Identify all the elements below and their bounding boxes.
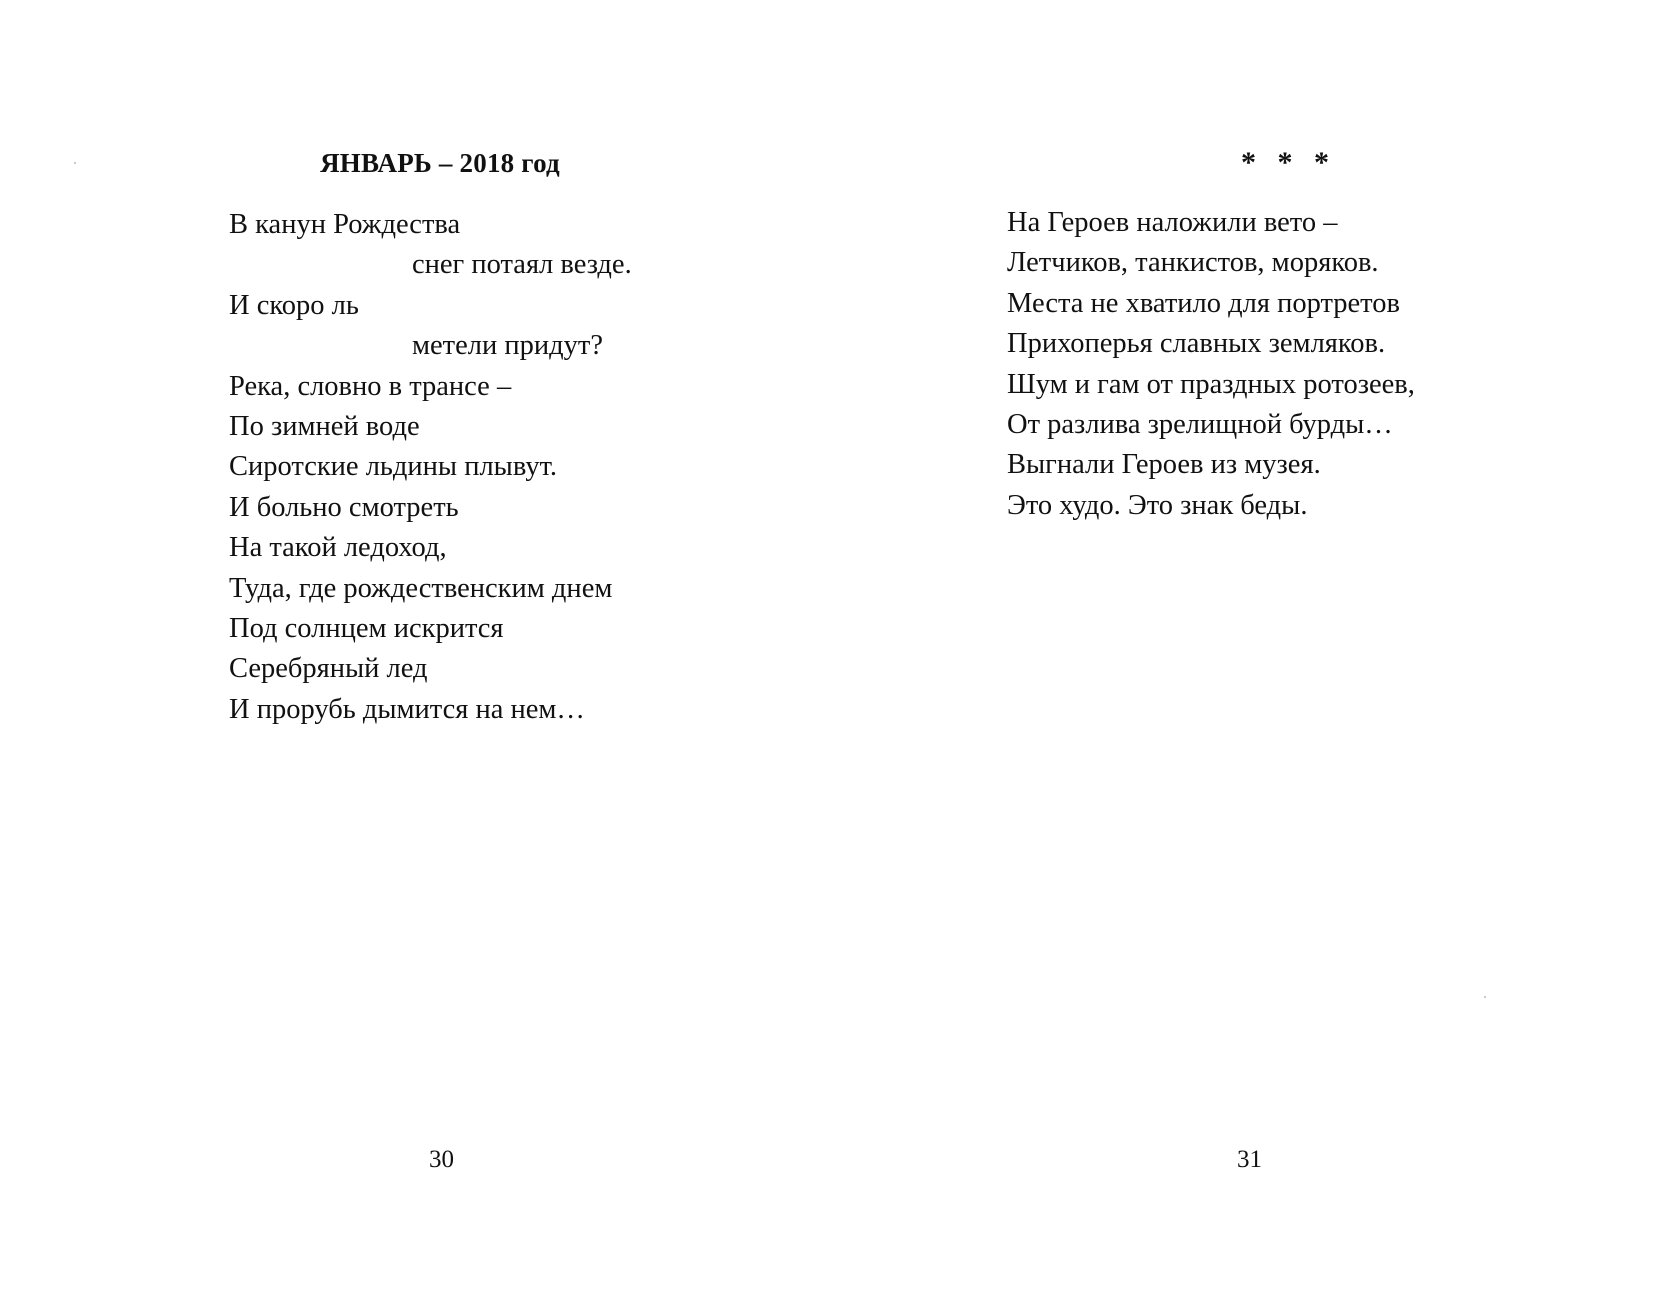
poem-line: Сиротские льдины плывут. [229, 451, 558, 483]
poem-line: И больно смотреть [229, 491, 459, 523]
paper-speck [1484, 996, 1486, 998]
poem-line: Выгнали Героев из музея. [1007, 449, 1321, 481]
poem-line: По зимней воде [229, 411, 420, 443]
poem-line: Под солнцем искрится [229, 613, 504, 645]
poem-line: снег потаял везде. [412, 249, 632, 281]
page-number-left: 30 [429, 1146, 454, 1173]
poem-title: ЯНВАРЬ – 2018 год [320, 148, 560, 178]
poem-line: метели придут? [412, 330, 603, 362]
poem-line: Это худо. Это знак беды. [1007, 489, 1308, 521]
poem-line: Места не хватило для портретов [1007, 287, 1400, 319]
poem-line: Прихоперья славных земляков. [1007, 328, 1386, 360]
poem-line: От разлива зрелищной бурды… [1007, 409, 1393, 441]
poem-line: Река, словно в трансе – [229, 370, 512, 402]
poem-line: И скоро ль [229, 289, 359, 321]
poem-line: Шум и гам от праздных ротозеев, [1007, 368, 1415, 400]
left-poem [229, 205, 632, 730]
poem-line: В канун Рождества [229, 209, 461, 240]
poem-line: На такой ледоход, [229, 532, 447, 564]
poem-line: Туда, где рождественским днем [229, 572, 613, 604]
right-page [840, 0, 1679, 1292]
poem-line: На Героев наложили вето – [1007, 207, 1338, 238]
paper-speck [74, 162, 76, 164]
right-poem [1007, 203, 1415, 526]
poem-line: И прорубь дымится на нем… [229, 693, 585, 725]
page-number-right: 31 [1237, 1146, 1262, 1173]
poem-line: Серебряный лед [229, 653, 428, 685]
poem-line: Летчиков, танкистов, моряков. [1007, 247, 1379, 279]
section-separator: * * * [1241, 146, 1329, 179]
